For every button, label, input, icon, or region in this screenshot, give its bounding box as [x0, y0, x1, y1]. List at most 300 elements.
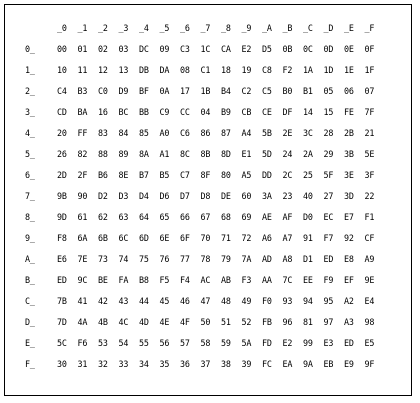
code-cell: 7F	[364, 107, 375, 117]
code-cell: D0	[303, 212, 313, 222]
row-header: 1_	[25, 65, 35, 75]
code-cell: 5C	[57, 338, 67, 348]
code-cell: 51	[221, 317, 231, 327]
code-cell: C5	[262, 86, 272, 96]
code-cell: 3F	[364, 170, 375, 180]
code-cell: 97	[323, 317, 334, 327]
code-cell: C9	[159, 107, 170, 117]
code-cell: 77	[180, 254, 190, 264]
code-cell: 6B	[98, 233, 108, 243]
code-cell: 05	[323, 86, 334, 96]
code-cell: 79	[221, 254, 231, 264]
code-cell: 0B	[282, 44, 293, 54]
row-header: 9_	[25, 233, 35, 243]
code-cell: 78	[200, 254, 211, 264]
code-cell: 3D	[344, 191, 354, 201]
code-cell: 7E	[77, 254, 88, 264]
code-cell: B8	[139, 275, 149, 285]
code-cell: F1	[364, 212, 375, 222]
row-header: 8_	[25, 212, 35, 222]
code-cell: D7	[180, 191, 190, 201]
code-cell: 2D	[57, 170, 67, 180]
code-cell: 90	[77, 191, 88, 201]
column-header: _F	[364, 23, 375, 33]
code-cell: D4	[139, 191, 149, 201]
code-cell: 0C	[303, 44, 313, 54]
code-cell: 25	[303, 170, 313, 180]
table-row	[25, 102, 385, 123]
code-cell: 88	[98, 149, 108, 159]
code-cell: 24	[282, 149, 293, 159]
code-cell: 63	[118, 212, 129, 222]
code-cell: 1C	[200, 44, 211, 54]
code-cell: FA	[118, 275, 129, 285]
code-cell: 31	[77, 359, 88, 369]
code-cell: E8	[344, 254, 354, 264]
table-row	[25, 144, 385, 165]
code-cell: A9	[364, 254, 375, 264]
code-cell: 2F	[77, 170, 88, 180]
code-cell: 2B	[344, 128, 354, 138]
column-header: _B	[282, 23, 293, 33]
row-header: 7_	[25, 191, 35, 201]
code-cell: E7	[344, 212, 354, 222]
table-row	[25, 186, 385, 207]
code-cell: C6	[180, 128, 190, 138]
code-cell: B6	[98, 170, 108, 180]
code-cell: 94	[303, 296, 313, 306]
code-cell: 2A	[303, 149, 313, 159]
code-cell: B0	[282, 86, 293, 96]
code-cell: 0E	[344, 44, 354, 54]
row-header: D_	[25, 317, 35, 327]
code-cell: 2C	[282, 170, 293, 180]
code-cell: 27	[323, 191, 334, 201]
code-cell: E2	[241, 44, 252, 54]
code-cell: EF	[344, 275, 354, 285]
code-cell: 5B	[262, 128, 272, 138]
code-cell: 72	[241, 233, 252, 243]
code-cell: 3A	[262, 191, 272, 201]
code-cell: 42	[98, 296, 108, 306]
code-cell: 9B	[57, 191, 67, 201]
code-cell: EB	[323, 359, 334, 369]
code-cell: 0A	[159, 86, 170, 96]
code-cell: 55	[139, 338, 149, 348]
code-cell: 60	[241, 191, 252, 201]
code-cell: 9F	[364, 359, 375, 369]
column-header: _A	[262, 23, 272, 33]
code-cell: 6D	[139, 233, 149, 243]
code-cell: 95	[323, 296, 334, 306]
column-header: _E	[344, 23, 354, 33]
code-cell: 13	[118, 65, 129, 75]
code-cell: EC	[323, 212, 334, 222]
code-cell: 15	[323, 107, 334, 117]
code-cell: B9	[221, 107, 231, 117]
table-row	[25, 354, 385, 375]
column-header: _C	[303, 23, 313, 33]
column-header: _3	[118, 23, 129, 33]
table-row	[25, 39, 385, 60]
column-header: _9	[241, 23, 252, 33]
code-cell: 16	[98, 107, 108, 117]
code-cell: 28	[323, 128, 334, 138]
code-cell: 5F	[323, 170, 334, 180]
code-cell: 87	[221, 128, 231, 138]
code-cell: A8	[282, 254, 293, 264]
code-cell: AE	[262, 212, 272, 222]
code-cell: 4A	[77, 317, 88, 327]
code-cell: 47	[200, 296, 211, 306]
code-cell: E2	[282, 338, 293, 348]
code-cell: 82	[77, 149, 88, 159]
code-cell: BE	[98, 275, 108, 285]
code-cell: 1F	[364, 65, 375, 75]
row-header: A_	[25, 254, 35, 264]
code-cell: D1	[303, 254, 313, 264]
table-row	[25, 165, 385, 186]
code-cell: 39	[241, 359, 252, 369]
code-cell: 49	[241, 296, 252, 306]
code-cell: 00	[57, 44, 67, 54]
row-header: 3_	[25, 107, 35, 117]
code-cell: 01	[77, 44, 88, 54]
code-cell: A7	[282, 233, 293, 243]
code-cell: BC	[118, 107, 129, 117]
code-cell: ED	[57, 275, 67, 285]
code-cell: 8C	[180, 149, 190, 159]
code-cell: 4D	[139, 317, 149, 327]
code-cell: 86	[200, 128, 211, 138]
table-row	[25, 249, 385, 270]
code-cell: 6F	[180, 233, 190, 243]
code-cell: D9	[118, 86, 129, 96]
code-cell: 7D	[57, 317, 67, 327]
code-cell: 96	[282, 317, 293, 327]
table-row	[25, 60, 385, 81]
row-header: 6_	[25, 170, 35, 180]
table-row	[25, 81, 385, 102]
code-cell: 4E	[159, 317, 170, 327]
code-cell: 14	[303, 107, 313, 117]
code-cell: D3	[118, 191, 129, 201]
code-cell: 23	[282, 191, 293, 201]
code-cell: D2	[98, 191, 108, 201]
code-cell: 61	[77, 212, 88, 222]
table-row	[25, 228, 385, 249]
code-cell: 0D	[323, 44, 334, 54]
code-cell: 98	[364, 317, 375, 327]
code-cell: 9C	[77, 275, 88, 285]
code-cell: DB	[139, 65, 149, 75]
code-cell: 93	[282, 296, 293, 306]
row-header: 2_	[25, 86, 35, 96]
code-cell: 38	[221, 359, 231, 369]
code-cell: 12	[98, 65, 108, 75]
column-header-row	[25, 18, 385, 39]
code-cell: 10	[57, 65, 67, 75]
code-cell: 69	[241, 212, 252, 222]
code-cell: CF	[364, 233, 375, 243]
row-header: B_	[25, 275, 35, 285]
code-cell: 84	[118, 128, 129, 138]
code-cell: AB	[221, 275, 231, 285]
code-cell: 8E	[118, 170, 129, 180]
code-cell: F4	[180, 275, 190, 285]
code-cell: 02	[98, 44, 108, 54]
row-header: 0_	[25, 44, 35, 54]
code-cell: 9E	[364, 275, 375, 285]
code-cell: C2	[241, 86, 252, 96]
code-cell: 45	[159, 296, 170, 306]
code-cell: 73	[98, 254, 108, 264]
code-cell: 68	[221, 212, 231, 222]
column-header: _2	[98, 23, 108, 33]
code-cell: 5A	[241, 338, 252, 348]
code-cell: FF	[77, 128, 88, 138]
code-cell: 56	[159, 338, 170, 348]
code-cell: 59	[221, 338, 231, 348]
code-cell: DF	[282, 107, 293, 117]
table-row	[25, 333, 385, 354]
code-cell: C0	[98, 86, 108, 96]
code-cell: 34	[139, 359, 149, 369]
code-cell: 7A	[241, 254, 252, 264]
code-cell: A5	[241, 170, 252, 180]
row-header: F_	[25, 359, 35, 369]
code-cell: 11	[77, 65, 88, 75]
code-cell: 9D	[57, 212, 67, 222]
code-cell: B7	[139, 170, 149, 180]
code-cell: 50	[200, 317, 211, 327]
code-cell: 53	[98, 338, 108, 348]
code-cell: 67	[200, 212, 211, 222]
code-cell: 21	[364, 128, 375, 138]
code-cell: 08	[180, 65, 190, 75]
column-header: _1	[77, 23, 88, 33]
code-cell: 19	[241, 65, 252, 75]
code-cell: 65	[159, 212, 170, 222]
row-header: 5_	[25, 149, 35, 159]
code-cell: C8	[262, 65, 272, 75]
code-cell: 20	[57, 128, 67, 138]
code-cell: 92	[344, 233, 354, 243]
code-cell: 48	[221, 296, 231, 306]
code-cell: 18	[221, 65, 231, 75]
code-cell: FE	[344, 107, 354, 117]
code-cell: 04	[200, 107, 211, 117]
code-cell: 22	[364, 191, 375, 201]
code-cell: 5E	[364, 149, 375, 159]
code-cell: 30	[57, 359, 67, 369]
code-cell: 33	[118, 359, 129, 369]
column-header: _0	[57, 23, 67, 33]
code-cell: 09	[159, 44, 170, 54]
code-cell: B5	[159, 170, 170, 180]
column-header: _7	[200, 23, 211, 33]
code-cell: 7B	[57, 296, 67, 306]
code-cell: F7	[323, 233, 334, 243]
row-header: E_	[25, 338, 35, 348]
code-cell: 74	[118, 254, 129, 264]
code-cell: A1	[159, 149, 170, 159]
code-cell: ED	[323, 254, 334, 264]
table-row	[25, 207, 385, 228]
code-cell: 9A	[303, 359, 313, 369]
code-cell: 44	[139, 296, 149, 306]
code-cell: 3E	[344, 170, 354, 180]
code-cell: 58	[200, 338, 211, 348]
code-cell: D8	[200, 191, 211, 201]
code-cell: BB	[139, 107, 149, 117]
code-cell: 29	[323, 149, 334, 159]
code-cell: 7C	[282, 275, 293, 285]
code-cell: BF	[139, 86, 149, 96]
code-cell: A0	[159, 128, 170, 138]
code-cell: 41	[77, 296, 88, 306]
code-cell: FC	[262, 359, 272, 369]
code-cell: AC	[200, 275, 211, 285]
code-cell: DA	[159, 65, 170, 75]
code-cell: AD	[262, 254, 272, 264]
code-cell: B3	[77, 86, 88, 96]
code-cell: 36	[180, 359, 190, 369]
code-cell: CA	[221, 44, 231, 54]
code-cell: A2	[344, 296, 354, 306]
code-cell: 52	[241, 317, 252, 327]
code-cell: E5	[364, 338, 375, 348]
table-row	[25, 270, 385, 291]
code-cell: 35	[159, 359, 170, 369]
code-cell: E1	[241, 149, 252, 159]
code-cell: F3	[241, 275, 252, 285]
code-page-table	[25, 18, 385, 375]
code-cell: 1D	[323, 65, 334, 75]
code-cell: CE	[262, 107, 272, 117]
code-cell: C4	[57, 86, 67, 96]
code-cell: 76	[159, 254, 170, 264]
code-cell: AA	[262, 275, 272, 285]
code-cell: CB	[241, 107, 252, 117]
code-cell: A6	[262, 233, 272, 243]
code-cell: 75	[139, 254, 149, 264]
code-cell: 89	[118, 149, 129, 159]
code-cell: E4	[364, 296, 375, 306]
code-cell: DD	[262, 170, 272, 180]
code-cell: A4	[241, 128, 252, 138]
code-cell: BA	[77, 107, 88, 117]
code-cell: 4F	[180, 317, 190, 327]
code-cell: 1A	[303, 65, 313, 75]
code-cell: 37	[200, 359, 211, 369]
code-cell: F8	[57, 233, 67, 243]
code-cell: 71	[221, 233, 231, 243]
code-cell: 4B	[98, 317, 108, 327]
code-cell: 6C	[118, 233, 129, 243]
row-header: 4_	[25, 128, 35, 138]
code-cell: 40	[303, 191, 313, 201]
code-cell: 3C	[303, 128, 313, 138]
code-cell: CC	[180, 107, 190, 117]
code-cell: 32	[98, 359, 108, 369]
code-cell: C1	[200, 65, 211, 75]
code-cell: 64	[139, 212, 149, 222]
code-cell: D5	[262, 44, 272, 54]
code-cell: 8A	[139, 149, 149, 159]
code-cell: 85	[139, 128, 149, 138]
code-cell: D6	[159, 191, 170, 201]
code-cell: 99	[303, 338, 313, 348]
code-cell: 62	[98, 212, 108, 222]
code-cell: 54	[118, 338, 129, 348]
code-cell: DC	[139, 44, 149, 54]
corner-cell	[25, 18, 57, 39]
code-cell: ED	[344, 338, 354, 348]
code-cell: 57	[180, 338, 190, 348]
code-cell: A3	[344, 317, 354, 327]
code-cell: 43	[118, 296, 129, 306]
code-cell: E3	[323, 338, 334, 348]
code-cell: F6	[77, 338, 88, 348]
code-cell: 8F	[200, 170, 211, 180]
code-cell: E9	[344, 359, 354, 369]
code-cell: 26	[57, 149, 67, 159]
code-cell: FB	[262, 317, 272, 327]
code-cell: FD	[262, 338, 272, 348]
code-cell: E6	[57, 254, 67, 264]
code-cell: 81	[303, 317, 313, 327]
code-cell: F5	[159, 275, 170, 285]
code-cell: 3B	[344, 149, 354, 159]
code-cell: 66	[180, 212, 190, 222]
code-cell: 5D	[262, 149, 272, 159]
code-cell: 07	[364, 86, 375, 96]
code-cell: 03	[118, 44, 129, 54]
code-cell: 80	[221, 170, 231, 180]
code-cell: 8B	[200, 149, 211, 159]
code-cell: 2E	[282, 128, 293, 138]
code-cell: 06	[344, 86, 354, 96]
code-cell: 83	[98, 128, 108, 138]
code-cell: F0	[262, 296, 272, 306]
table-frame	[4, 4, 412, 396]
row-header: C_	[25, 296, 35, 306]
code-cell: 6A	[77, 233, 88, 243]
table-row	[25, 123, 385, 144]
column-header: _8	[221, 23, 231, 33]
code-cell: 17	[180, 86, 190, 96]
code-cell: 46	[180, 296, 190, 306]
column-header: _6	[180, 23, 190, 33]
code-cell: EA	[282, 359, 293, 369]
table-body	[25, 39, 385, 375]
code-cell: 0F	[364, 44, 375, 54]
code-cell: AF	[282, 212, 293, 222]
code-cell: 8D	[221, 149, 231, 159]
code-cell: 91	[303, 233, 313, 243]
table-row	[25, 291, 385, 312]
table-row	[25, 312, 385, 333]
code-cell: F2	[282, 65, 293, 75]
code-cell: DE	[221, 191, 231, 201]
code-cell: EE	[303, 275, 313, 285]
code-cell: 1E	[344, 65, 354, 75]
code-cell: B4	[221, 86, 231, 96]
column-header: _5	[159, 23, 170, 33]
column-header: _4	[139, 23, 149, 33]
code-cell: 6E	[159, 233, 170, 243]
